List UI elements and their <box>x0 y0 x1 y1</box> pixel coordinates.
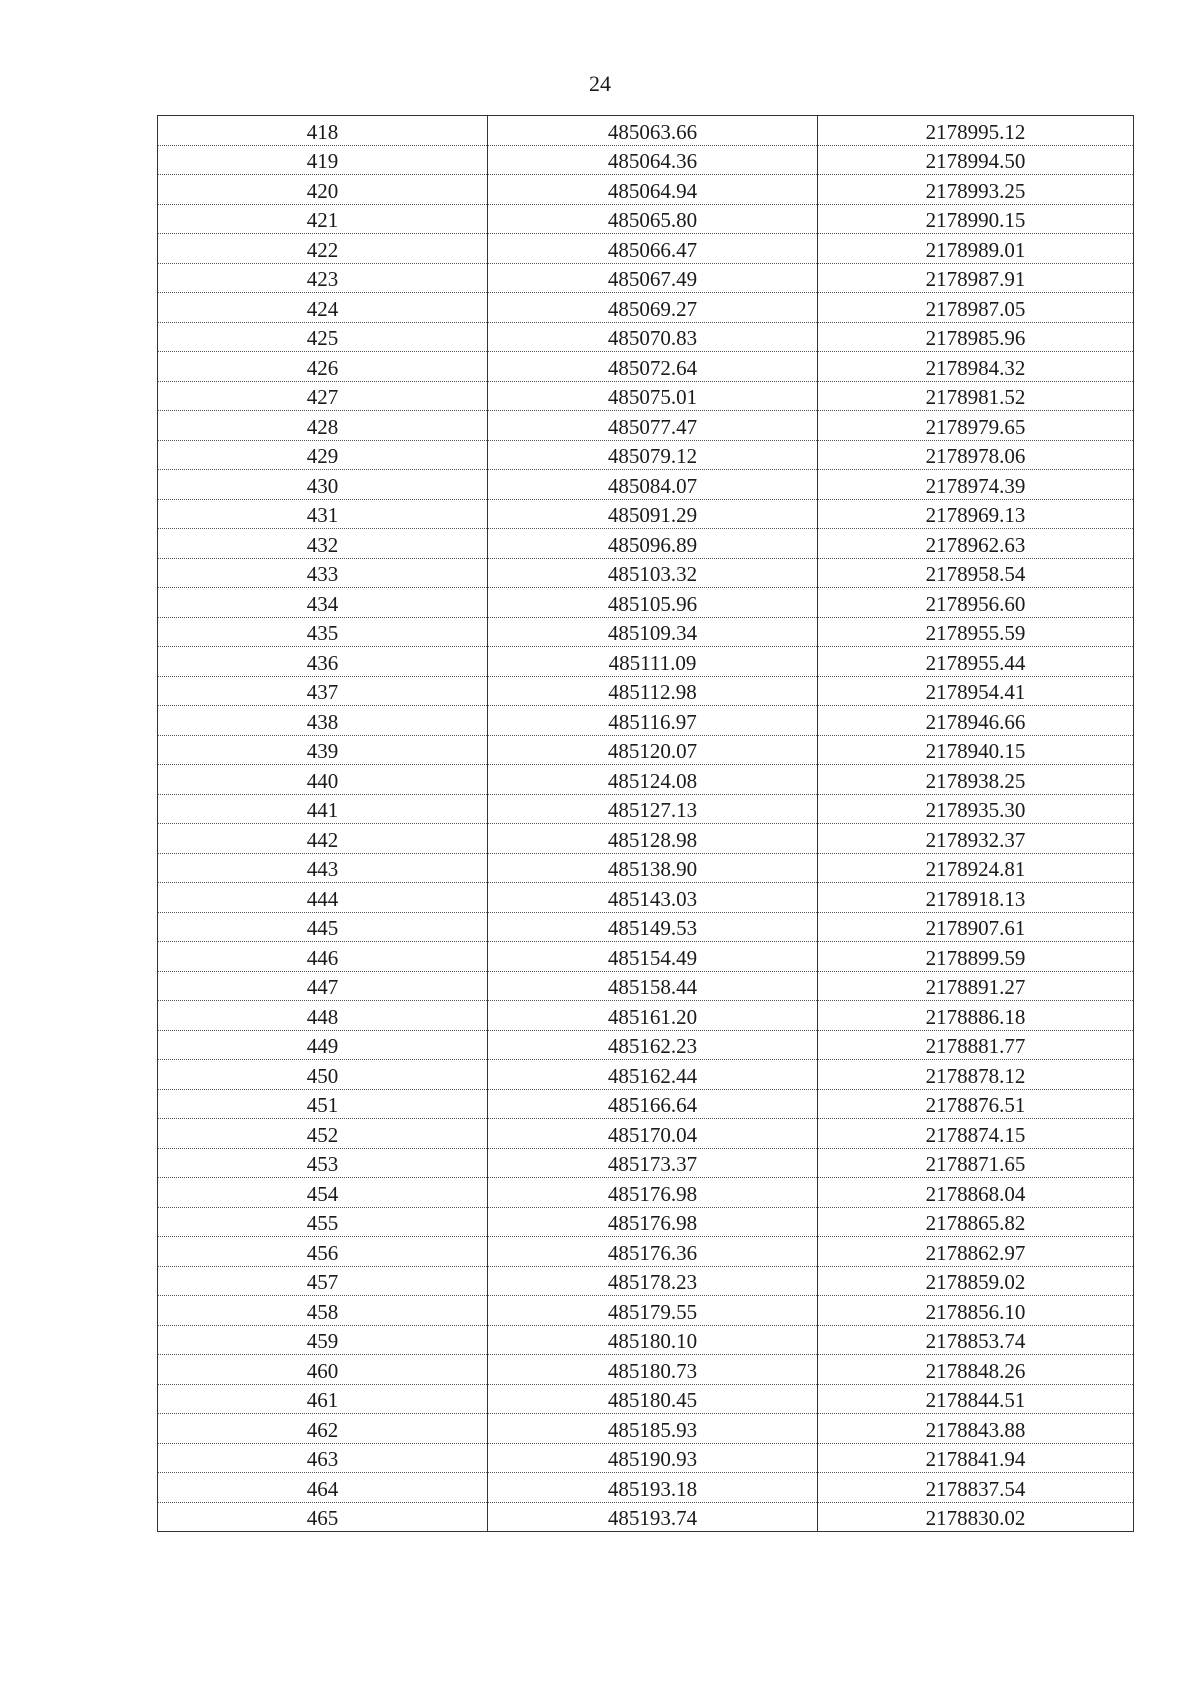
y-coordinate-cell: 2178974.39 <box>818 470 1134 500</box>
y-coordinate-cell: 2178958.54 <box>818 558 1134 588</box>
y-coordinate-cell: 2178994.50 <box>818 145 1134 175</box>
x-coordinate-cell: 485162.23 <box>488 1030 818 1060</box>
point-number-cell: 431 <box>158 499 488 529</box>
y-coordinate-cell: 2178871.65 <box>818 1148 1134 1178</box>
y-coordinate-cell: 2178881.77 <box>818 1030 1134 1060</box>
x-coordinate-cell: 485180.73 <box>488 1355 818 1385</box>
table-row <box>158 529 1134 559</box>
point-number-cell: 420 <box>158 175 488 205</box>
y-coordinate-cell: 2178932.37 <box>818 824 1134 854</box>
y-coordinate-cell: 2178978.06 <box>818 440 1134 470</box>
y-coordinate-cell: 2178956.60 <box>818 588 1134 618</box>
y-coordinate-cell: 2178969.13 <box>818 499 1134 529</box>
x-coordinate-cell: 485096.89 <box>488 529 818 559</box>
x-coordinate-cell: 485162.44 <box>488 1060 818 1090</box>
y-coordinate-cell: 2178837.54 <box>818 1473 1134 1503</box>
y-coordinate-cell: 2178868.04 <box>818 1178 1134 1208</box>
x-coordinate-cell: 485079.12 <box>488 440 818 470</box>
x-coordinate-cell: 485180.10 <box>488 1325 818 1355</box>
x-coordinate-cell: 485124.08 <box>488 765 818 795</box>
x-coordinate-cell: 485170.04 <box>488 1119 818 1149</box>
table-row <box>158 116 1134 146</box>
x-coordinate-cell: 485176.98 <box>488 1178 818 1208</box>
y-coordinate-cell: 2178979.65 <box>818 411 1134 441</box>
point-number-cell: 430 <box>158 470 488 500</box>
point-number-cell: 425 <box>158 322 488 352</box>
x-coordinate-cell: 485193.74 <box>488 1502 818 1532</box>
table-row <box>158 1119 1134 1149</box>
point-number-cell: 443 <box>158 853 488 883</box>
point-number-cell: 461 <box>158 1384 488 1414</box>
point-number-cell: 427 <box>158 381 488 411</box>
x-coordinate-cell: 485112.98 <box>488 676 818 706</box>
point-number-cell: 423 <box>158 263 488 293</box>
x-coordinate-cell: 485161.20 <box>488 1001 818 1031</box>
y-coordinate-cell: 2178830.02 <box>818 1502 1134 1532</box>
table-row <box>158 1296 1134 1326</box>
point-number-cell: 433 <box>158 558 488 588</box>
y-coordinate-cell: 2178993.25 <box>818 175 1134 205</box>
table-row <box>158 1266 1134 1296</box>
point-number-cell: 421 <box>158 204 488 234</box>
point-number-cell: 422 <box>158 234 488 264</box>
point-number-cell: 419 <box>158 145 488 175</box>
x-coordinate-cell: 485173.37 <box>488 1148 818 1178</box>
y-coordinate-cell: 2178848.26 <box>818 1355 1134 1385</box>
point-number-cell: 465 <box>158 1502 488 1532</box>
table-row <box>158 1207 1134 1237</box>
table-row <box>158 1089 1134 1119</box>
x-coordinate-cell: 485190.93 <box>488 1443 818 1473</box>
y-coordinate-cell: 2178853.74 <box>818 1325 1134 1355</box>
table-row <box>158 1502 1134 1532</box>
table-row <box>158 293 1134 323</box>
y-coordinate-cell: 2178955.59 <box>818 617 1134 647</box>
y-coordinate-cell: 2178984.32 <box>818 352 1134 382</box>
y-coordinate-cell: 2178990.15 <box>818 204 1134 234</box>
table-row <box>158 470 1134 500</box>
table-row <box>158 263 1134 293</box>
x-coordinate-cell: 485128.98 <box>488 824 818 854</box>
x-coordinate-cell: 485176.98 <box>488 1207 818 1237</box>
table-row <box>158 440 1134 470</box>
point-number-cell: 450 <box>158 1060 488 1090</box>
point-number-cell: 435 <box>158 617 488 647</box>
x-coordinate-cell: 485075.01 <box>488 381 818 411</box>
y-coordinate-cell: 2178940.15 <box>818 735 1134 765</box>
x-coordinate-cell: 485176.36 <box>488 1237 818 1267</box>
point-number-cell: 449 <box>158 1030 488 1060</box>
table-row <box>158 558 1134 588</box>
point-number-cell: 432 <box>158 529 488 559</box>
table-row <box>158 1443 1134 1473</box>
x-coordinate-cell: 485064.94 <box>488 175 818 205</box>
y-coordinate-cell: 2178954.41 <box>818 676 1134 706</box>
y-coordinate-cell: 2178843.88 <box>818 1414 1134 1444</box>
point-number-cell: 446 <box>158 942 488 972</box>
table-row <box>158 175 1134 205</box>
table-row <box>158 381 1134 411</box>
x-coordinate-cell: 485179.55 <box>488 1296 818 1326</box>
table-row <box>158 499 1134 529</box>
point-number-cell: 418 <box>158 116 488 146</box>
table-row <box>158 322 1134 352</box>
y-coordinate-cell: 2178876.51 <box>818 1089 1134 1119</box>
y-coordinate-cell: 2178918.13 <box>818 883 1134 913</box>
table-row <box>158 204 1134 234</box>
x-coordinate-cell: 485158.44 <box>488 971 818 1001</box>
x-coordinate-cell: 485149.53 <box>488 912 818 942</box>
point-number-cell: 436 <box>158 647 488 677</box>
x-coordinate-cell: 485066.47 <box>488 234 818 264</box>
x-coordinate-cell: 485084.07 <box>488 470 818 500</box>
y-coordinate-cell: 2178841.94 <box>818 1443 1134 1473</box>
point-number-cell: 452 <box>158 1119 488 1149</box>
point-number-cell: 463 <box>158 1443 488 1473</box>
x-coordinate-cell: 485065.80 <box>488 204 818 234</box>
x-coordinate-cell: 485143.03 <box>488 883 818 913</box>
x-coordinate-cell: 485138.90 <box>488 853 818 883</box>
point-number-cell: 440 <box>158 765 488 795</box>
table-row <box>158 145 1134 175</box>
table-row <box>158 1148 1134 1178</box>
table-row <box>158 1237 1134 1267</box>
point-number-cell: 444 <box>158 883 488 913</box>
y-coordinate-cell: 2178865.82 <box>818 1207 1134 1237</box>
point-number-cell: 445 <box>158 912 488 942</box>
x-coordinate-cell: 485105.96 <box>488 588 818 618</box>
table-row <box>158 765 1134 795</box>
x-coordinate-cell: 485154.49 <box>488 942 818 972</box>
x-coordinate-cell: 485127.13 <box>488 794 818 824</box>
point-number-cell: 453 <box>158 1148 488 1178</box>
y-coordinate-cell: 2178987.91 <box>818 263 1134 293</box>
x-coordinate-cell: 485070.83 <box>488 322 818 352</box>
x-coordinate-cell: 485116.97 <box>488 706 818 736</box>
point-number-cell: 456 <box>158 1237 488 1267</box>
y-coordinate-cell: 2178935.30 <box>818 794 1134 824</box>
x-coordinate-cell: 485103.32 <box>488 558 818 588</box>
table-row <box>158 853 1134 883</box>
y-coordinate-cell: 2178938.25 <box>818 765 1134 795</box>
point-number-cell: 429 <box>158 440 488 470</box>
table-row <box>158 706 1134 736</box>
point-number-cell: 434 <box>158 588 488 618</box>
table-row <box>158 912 1134 942</box>
point-number-cell: 441 <box>158 794 488 824</box>
y-coordinate-cell: 2178989.01 <box>818 234 1134 264</box>
table-row <box>158 617 1134 647</box>
y-coordinate-cell: 2178891.27 <box>818 971 1134 1001</box>
y-coordinate-cell: 2178946.66 <box>818 706 1134 736</box>
y-coordinate-cell: 2178878.12 <box>818 1060 1134 1090</box>
y-coordinate-cell: 2178874.15 <box>818 1119 1134 1149</box>
x-coordinate-cell: 485072.64 <box>488 352 818 382</box>
point-number-cell: 439 <box>158 735 488 765</box>
point-number-cell: 438 <box>158 706 488 736</box>
point-number-cell: 457 <box>158 1266 488 1296</box>
table-row <box>158 1325 1134 1355</box>
table-row <box>158 971 1134 1001</box>
point-number-cell: 459 <box>158 1325 488 1355</box>
table-row <box>158 942 1134 972</box>
table-row <box>158 1384 1134 1414</box>
table-row <box>158 1178 1134 1208</box>
point-number-cell: 426 <box>158 352 488 382</box>
table-row <box>158 1414 1134 1444</box>
y-coordinate-cell: 2178907.61 <box>818 912 1134 942</box>
table-row <box>158 411 1134 441</box>
x-coordinate-cell: 485077.47 <box>488 411 818 441</box>
y-coordinate-cell: 2178987.05 <box>818 293 1134 323</box>
y-coordinate-cell: 2178886.18 <box>818 1001 1134 1031</box>
y-coordinate-cell: 2178955.44 <box>818 647 1134 677</box>
y-coordinate-cell: 2178859.02 <box>818 1266 1134 1296</box>
table-row <box>158 1030 1134 1060</box>
table-row <box>158 794 1134 824</box>
table-row <box>158 647 1134 677</box>
table-row <box>158 824 1134 854</box>
x-coordinate-cell: 485185.93 <box>488 1414 818 1444</box>
y-coordinate-cell: 2178862.97 <box>818 1237 1134 1267</box>
x-coordinate-cell: 485111.09 <box>488 647 818 677</box>
point-number-cell: 458 <box>158 1296 488 1326</box>
x-coordinate-cell: 485180.45 <box>488 1384 818 1414</box>
x-coordinate-cell: 485067.49 <box>488 263 818 293</box>
table-row <box>158 1001 1134 1031</box>
x-coordinate-cell: 485166.64 <box>488 1089 818 1119</box>
point-number-cell: 460 <box>158 1355 488 1385</box>
point-number-cell: 455 <box>158 1207 488 1237</box>
y-coordinate-cell: 2178962.63 <box>818 529 1134 559</box>
point-number-cell: 442 <box>158 824 488 854</box>
y-coordinate-cell: 2178985.96 <box>818 322 1134 352</box>
table-row <box>158 1473 1134 1503</box>
table-row <box>158 735 1134 765</box>
x-coordinate-cell: 485064.36 <box>488 145 818 175</box>
point-number-cell: 464 <box>158 1473 488 1503</box>
table-row <box>158 234 1134 264</box>
table-row <box>158 676 1134 706</box>
x-coordinate-cell: 485063.66 <box>488 116 818 146</box>
y-coordinate-cell: 2178856.10 <box>818 1296 1134 1326</box>
point-number-cell: 451 <box>158 1089 488 1119</box>
x-coordinate-cell: 485091.29 <box>488 499 818 529</box>
point-number-cell: 448 <box>158 1001 488 1031</box>
point-number-cell: 447 <box>158 971 488 1001</box>
table-row <box>158 352 1134 382</box>
y-coordinate-cell: 2178981.52 <box>818 381 1134 411</box>
y-coordinate-cell: 2178844.51 <box>818 1384 1134 1414</box>
point-number-cell: 428 <box>158 411 488 441</box>
table-row <box>158 883 1134 913</box>
table-row <box>158 1060 1134 1090</box>
x-coordinate-cell: 485069.27 <box>488 293 818 323</box>
table-row <box>158 1355 1134 1385</box>
table-row <box>158 588 1134 618</box>
x-coordinate-cell: 485109.34 <box>488 617 818 647</box>
y-coordinate-cell: 2178995.12 <box>818 116 1134 146</box>
x-coordinate-cell: 485193.18 <box>488 1473 818 1503</box>
point-number-cell: 437 <box>158 676 488 706</box>
point-number-cell: 424 <box>158 293 488 323</box>
point-number-cell: 462 <box>158 1414 488 1444</box>
point-number-cell: 454 <box>158 1178 488 1208</box>
x-coordinate-cell: 485178.23 <box>488 1266 818 1296</box>
page-number: 24 <box>589 71 611 96</box>
y-coordinate-cell: 2178899.59 <box>818 942 1134 972</box>
y-coordinate-cell: 2178924.81 <box>818 853 1134 883</box>
coordinates-table <box>157 115 1134 1532</box>
x-coordinate-cell: 485120.07 <box>488 735 818 765</box>
coordinates-table-body <box>158 116 1134 1532</box>
